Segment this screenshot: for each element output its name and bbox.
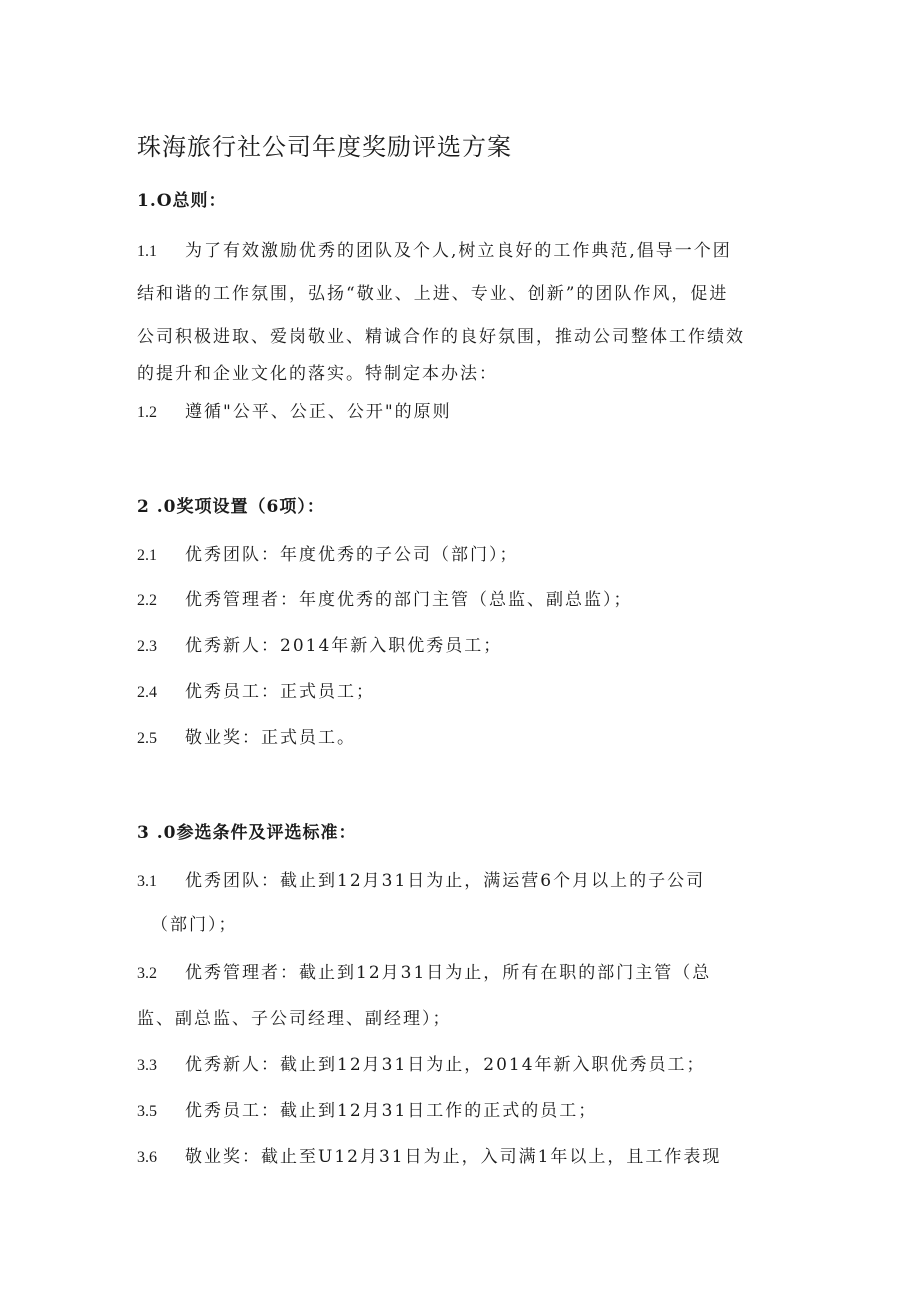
- clause-text: 敬业奖：正式员工。: [185, 728, 356, 748]
- clause-text: 优秀员工：正式员工；: [185, 682, 375, 702]
- list-item: [137, 1096, 597, 1121]
- clause-text: 优秀新人：2014年新入职优秀员工；: [185, 636, 503, 656]
- list-item: [137, 1142, 721, 1167]
- section-heading-3: 3 .0参选条件及评选标准：: [137, 823, 357, 843]
- clause-text: 敬业奖：截止至U12月31日为止，入司满1年以上，且工作表现: [185, 1147, 722, 1167]
- paragraph-line: [137, 236, 732, 261]
- list-item-continuation: [151, 910, 238, 935]
- clause-text: 遵循"公平、公正、公开"的原则: [185, 402, 452, 422]
- clause-number: 2.3: [137, 638, 157, 655]
- document-title: 珠海旅行社公司年度奖励评选方案: [137, 133, 512, 161]
- clause-number: 2.4: [137, 684, 157, 701]
- clause-number: 3.3: [137, 1057, 157, 1074]
- clause-text: 优秀团队：截止到12月31日为止，满运营6个月以上的子公司: [185, 871, 706, 891]
- paragraph-line: [137, 322, 745, 347]
- clause-text: 公司积极进取、爱岗敬业、精诚合作的良好氛围，推动公司整体工作绩效: [137, 327, 745, 347]
- clause-text: （部门）；: [151, 915, 238, 935]
- paragraph-line: [137, 397, 452, 422]
- clause-number: 2.2: [137, 592, 157, 609]
- clause-text: 优秀团队：年度优秀的子公司（部门）；: [185, 545, 519, 565]
- list-item: [137, 631, 502, 656]
- clause-text: 结和谐的工作氛围，弘扬“敬业、上进、专业、创新”的团队作风，促进: [137, 284, 729, 304]
- section-heading-1: 1.O总则：: [137, 191, 227, 211]
- clause-number: 1.2: [137, 404, 157, 421]
- list-item: [137, 866, 705, 891]
- clause-number: 3.6: [137, 1149, 157, 1166]
- list-item: [137, 1050, 706, 1075]
- paragraph-line: [137, 359, 498, 384]
- list-item: [137, 723, 356, 748]
- clause-number: 3.1: [137, 873, 157, 890]
- clause-number: 2.1: [137, 547, 157, 564]
- clause-number: 3.5: [137, 1103, 157, 1120]
- section-heading-2: 2 .0奖项设置（6项）：: [137, 497, 325, 517]
- clause-number: 1.1: [137, 243, 157, 260]
- clause-text: 为了有效激励优秀的团队及个人,树立良好的工作典范,倡导一个团: [185, 241, 732, 261]
- clause-number: 3.2: [137, 965, 157, 982]
- list-item: [137, 540, 519, 565]
- clause-text: 优秀员工：截止到12月31日工作的正式的员工；: [185, 1101, 598, 1121]
- list-item-continuation: [137, 1004, 452, 1029]
- clause-text: 监、副总监、子公司经理、副经理）；: [137, 1009, 452, 1029]
- list-item: [137, 677, 375, 702]
- clause-number: 2.5: [137, 730, 157, 747]
- paragraph-line: [137, 279, 728, 304]
- clause-text: 优秀新人：截止到12月31日为止，2014年新入职优秀员工；: [185, 1055, 706, 1075]
- clause-text: 的提升和企业文化的落实。特制定本办法：: [137, 364, 498, 384]
- list-item: [137, 585, 633, 610]
- clause-text: 优秀管理者：年度优秀的部门主管（总监、副总监）；: [185, 590, 633, 610]
- clause-text: 优秀管理者：截止到12月31日为止，所有在职的部门主管（总: [185, 963, 712, 983]
- list-item: [137, 958, 711, 983]
